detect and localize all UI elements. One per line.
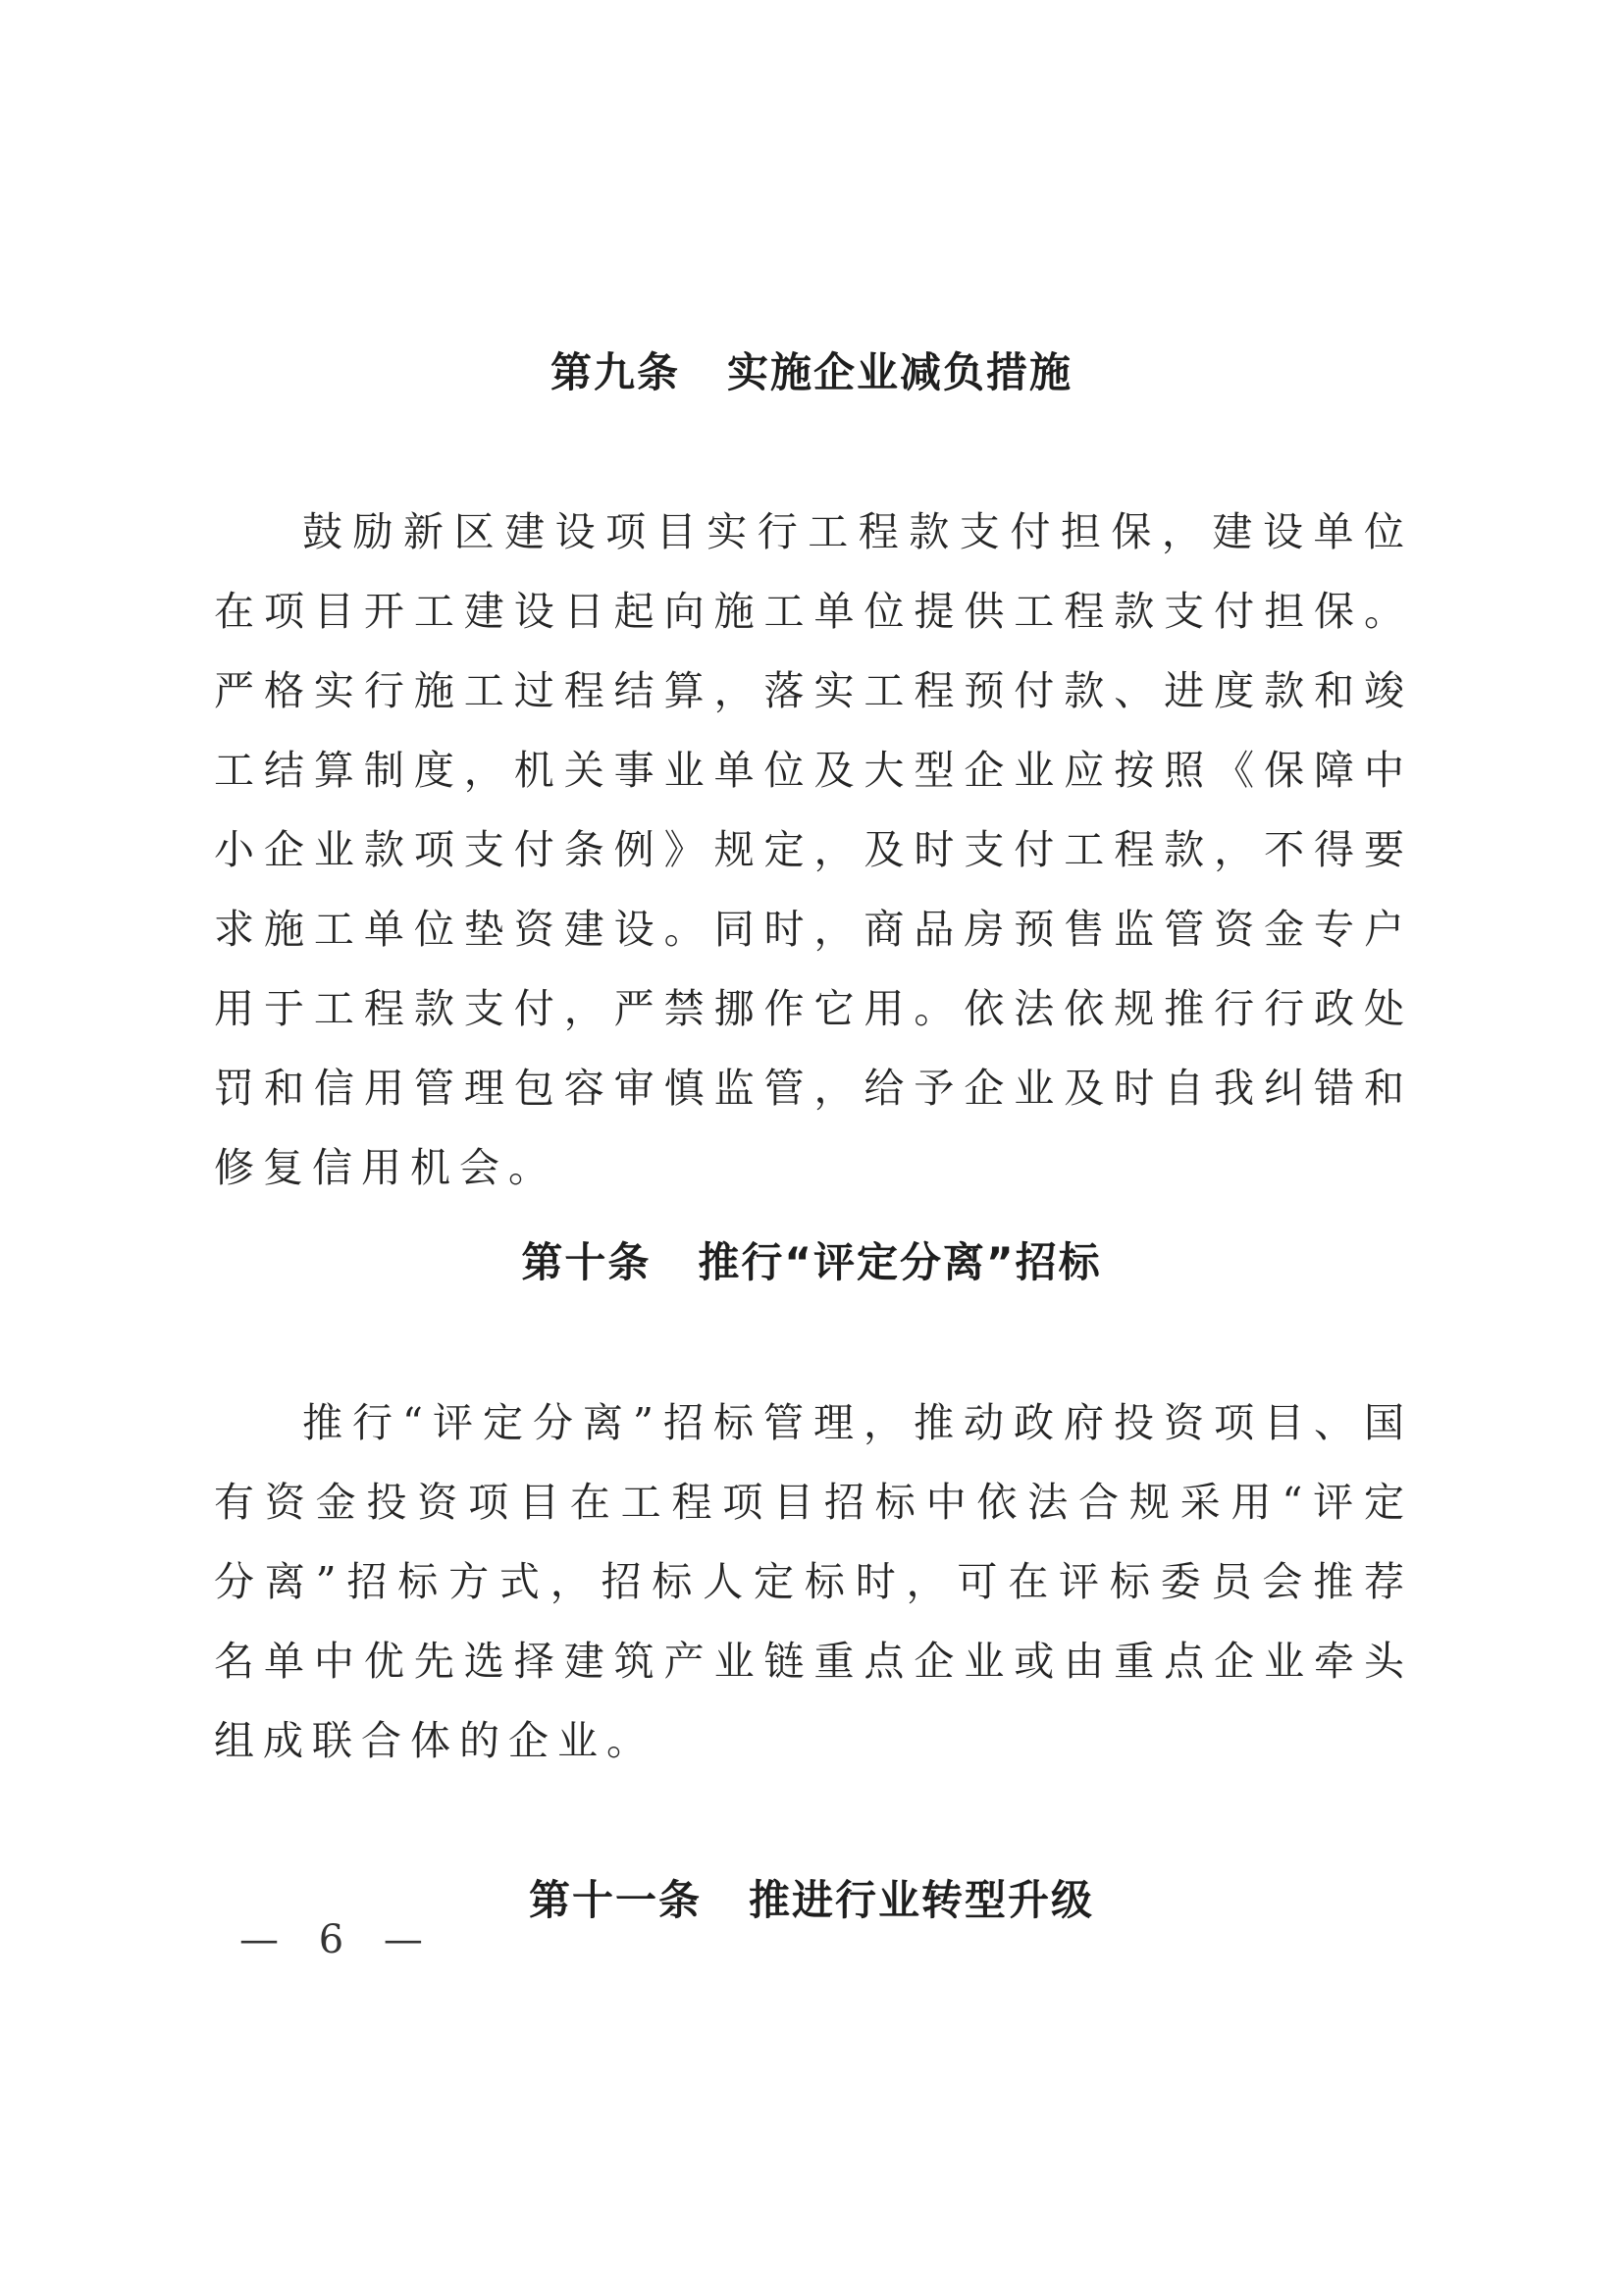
section-9-heading xyxy=(0,343,1623,402)
page-number: — 6 — xyxy=(239,1917,437,1962)
section-11-title: 推进行业转型升级 xyxy=(749,1876,1095,1924)
section-9-body: 鼓励新区建设项目实行工程款支付担保，建设单位在项目开工建设日起向施工单位提供工程款支付担保。严格实行施工过程结算，落实工程预付款、进度款和竣工结算制度，机关事业单位及大型企业应按照《保障中小企业款项支付条例》规定，及时支付工程款，不得要求施工单位垫资建设。同时，商品房预售监管资金专户用于工程款支付，严禁挪作它用。依法依规推行行政处罚和信用管理包容审慎监管，给予企业及时自我纠错和修复信用机会。 xyxy=(214,508,1413,1191)
section-10-title: 推行“评定分离”招标 xyxy=(698,1238,1102,1286)
section-9-title: 实施企业减负措施 xyxy=(727,348,1073,396)
section-10-body: 推行“评定分离”招标管理，推动政府投资项目、国有资金投资项目在工程项目招标中依法合规采用“评定分离”招标方式，招标人定标时，可在评标委员会推荐名单中优先选择建筑产业链重点企业或由重点企业牵头组成联合体的企业。 xyxy=(214,1399,1413,1764)
section-10-number: 第十条 xyxy=(521,1238,652,1286)
section-11-number: 第十一条 xyxy=(528,1876,702,1924)
section-10-heading xyxy=(0,1233,1623,1292)
section-9-number: 第九条 xyxy=(550,348,680,396)
